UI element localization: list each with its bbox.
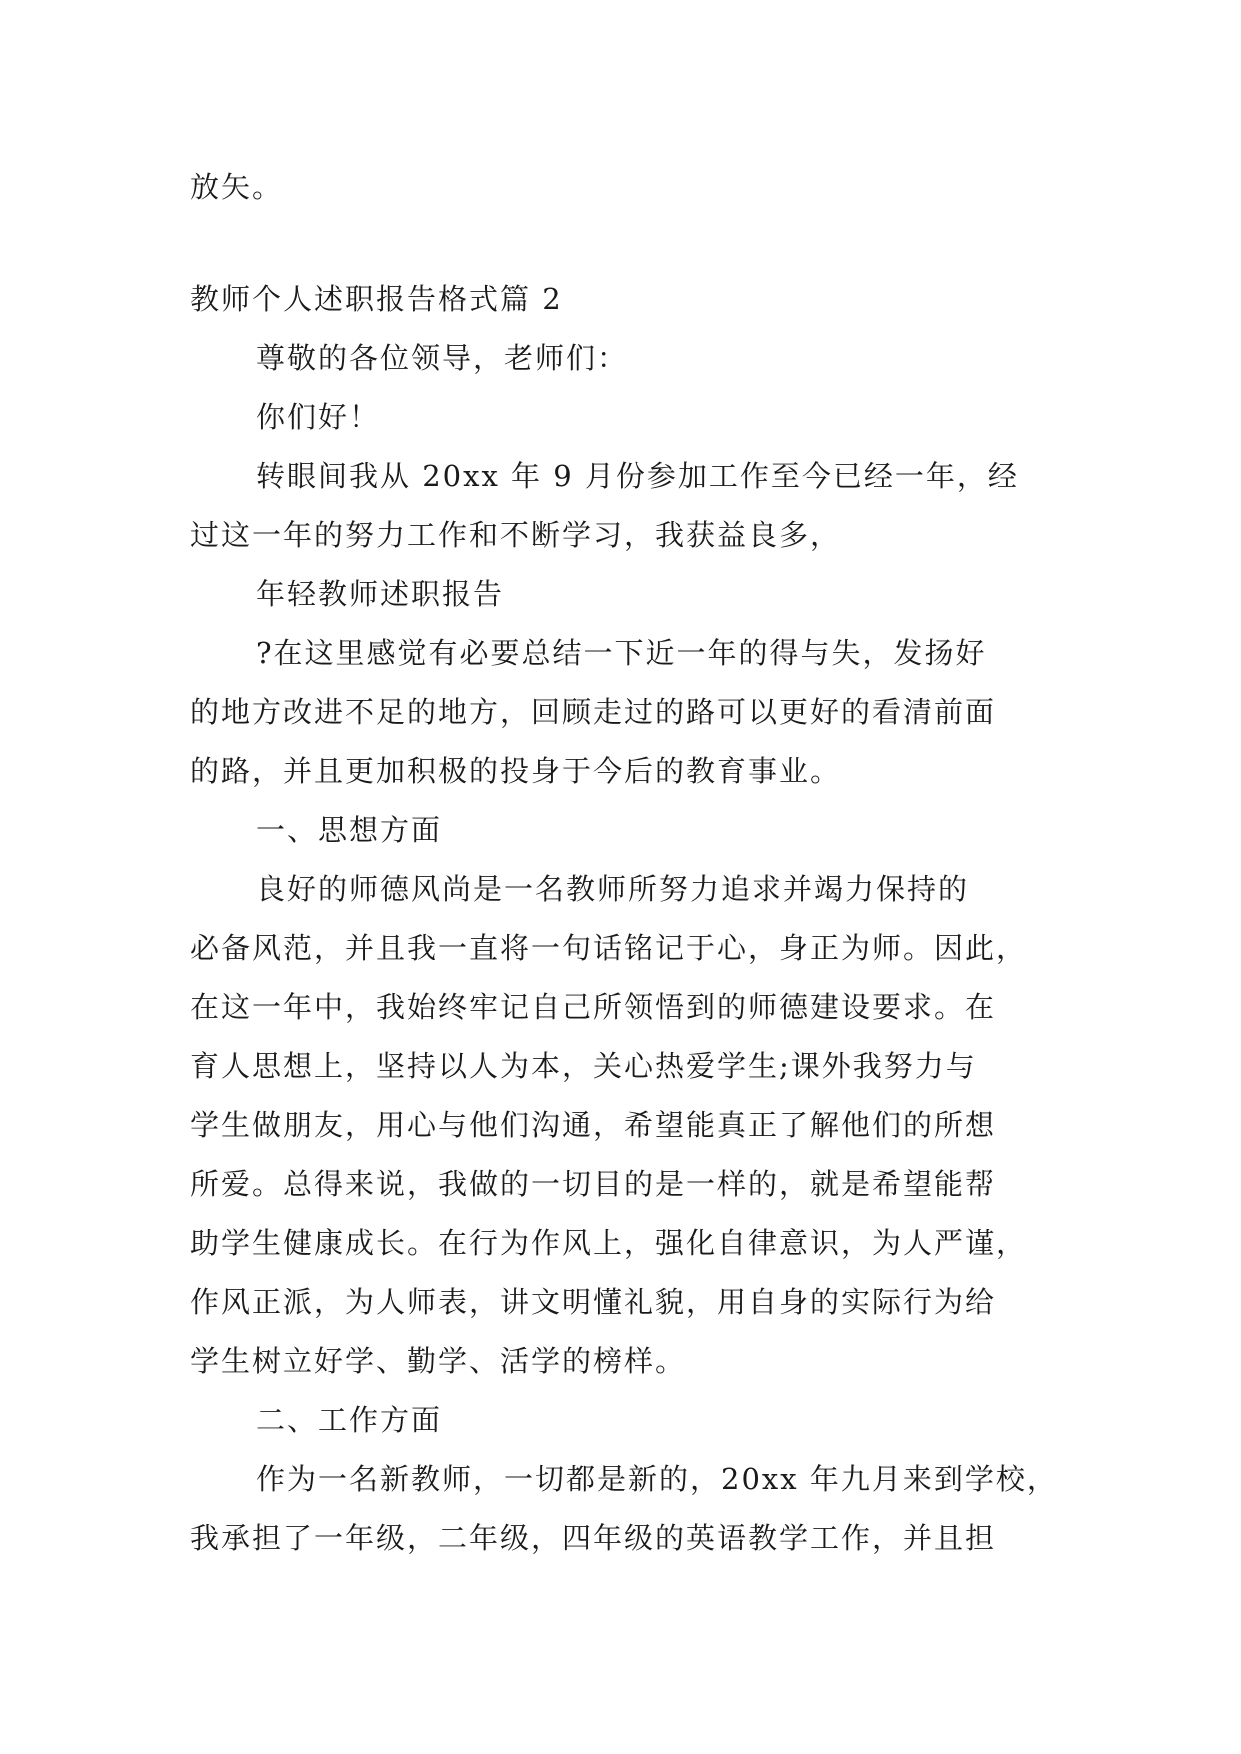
document-body	[190, 158, 1058, 1568]
text-line: 我承担了一年级，二年级，四年级的英语教学工作，并且担	[190, 1521, 997, 1555]
text-line: 转眼间我从 20xx 年 9 月份参加工作至今已经一年，经	[256, 459, 1019, 493]
text-line: 育人思想上，坚持以人为本，关心热爱学生;课外我努力与	[190, 1049, 977, 1083]
section-heading: 一、思想方面	[256, 813, 443, 847]
greeting: 你们好！	[256, 400, 381, 434]
text-line: 在这一年中，我始终牢记自己所领悟到的师德建设要求。在	[190, 990, 997, 1024]
salutation: 尊敬的各位领导，老师们：	[256, 341, 629, 375]
text-line: ?在这里感觉有必要总结一下近一年的得与失，发扬好	[256, 636, 987, 670]
text-line: 放矢。	[190, 170, 284, 204]
subtitle: 年轻教师述职报告	[256, 577, 505, 611]
text-line: 过这一年的努力工作和不断学习，我获益良多，	[190, 518, 842, 552]
text-line: 必备风范，并且我一直将一句话铭记于心，身正为师。因此，	[190, 931, 1028, 965]
text-line: 良好的师德风尚是一名教师所努力追求并竭力保持的	[256, 872, 970, 906]
text-line: 所爱。总得来说，我做的一切目的是一样的，就是希望能帮	[190, 1167, 997, 1201]
text-line: 作为一名新教师，一切都是新的，20xx 年九月来到学校，	[256, 1462, 1058, 1496]
text-line: 助学生健康成长。在行为作风上，强化自律意识，为人严谨，	[190, 1226, 1028, 1260]
section-title: 教师个人述职报告格式篇 2	[190, 282, 563, 316]
section-heading: 二、工作方面	[256, 1403, 443, 1437]
text-line: 学生树立好学、勤学、活学的榜样。	[190, 1344, 687, 1378]
text-line: 的地方改进不足的地方，回顾走过的路可以更好的看清前面	[190, 695, 997, 729]
text-line: 的路，并且更加积极的投身于今后的教育事业。	[190, 754, 842, 788]
text-line: 学生做朋友，用心与他们沟通，希望能真正了解他们的所想	[190, 1108, 997, 1142]
paragraph-gap	[190, 217, 1050, 270]
text-line: 作风正派，为人师表，讲文明懂礼貌，用自身的实际行为给	[190, 1285, 997, 1319]
